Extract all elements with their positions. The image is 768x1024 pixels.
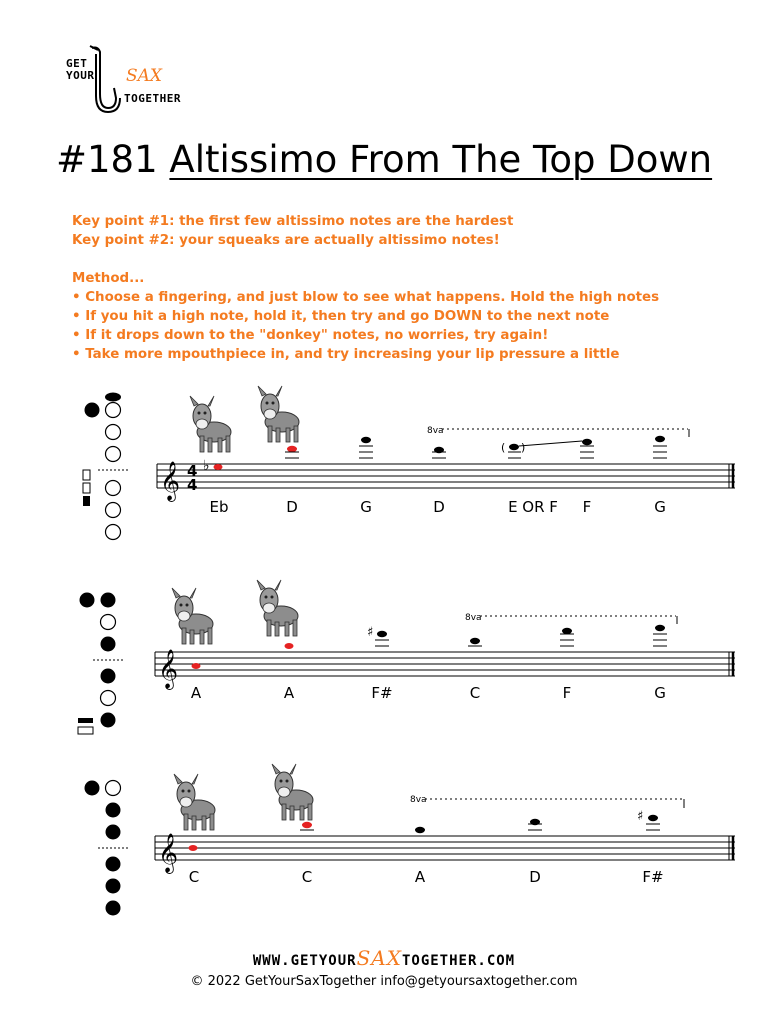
note <box>377 631 387 637</box>
treble-clef-icon: 𝄞 <box>158 649 179 689</box>
flat-icon: ♭ <box>203 458 210 474</box>
donkey-icon <box>172 588 213 644</box>
svg-text:F#: F# <box>371 684 393 702</box>
note <box>470 638 480 644</box>
svg-text:A: A <box>190 684 202 702</box>
note <box>192 663 201 669</box>
note <box>648 815 658 821</box>
svg-text:C: C <box>188 868 200 886</box>
treble-clef-icon: 𝄞 <box>158 833 179 873</box>
donkey-icon <box>174 774 215 830</box>
fingering-chart <box>83 393 128 540</box>
staff <box>157 464 735 488</box>
note <box>189 845 198 851</box>
note <box>582 439 592 445</box>
svg-text:A: A <box>414 868 426 886</box>
method-item: • If you hit a high note, hold it, then try and go DOWN to the next note <box>72 309 610 324</box>
svg-text:G: G <box>654 498 666 516</box>
note <box>302 822 312 828</box>
svg-text:F: F <box>582 498 592 516</box>
svg-text:(: ( <box>501 441 506 454</box>
lesson-number: #181 <box>56 138 158 181</box>
note <box>361 437 371 443</box>
fingering-chart <box>85 781 129 916</box>
staff <box>155 652 735 676</box>
donkey-icon <box>258 386 299 442</box>
svg-text:): ) <box>521 441 526 454</box>
method-item: • Choose a fingering, and just blow to see what happens. Hold the high notes <box>72 290 660 305</box>
svg-text:F#: F# <box>642 868 664 886</box>
octave-mark: 8va <box>465 613 482 623</box>
svg-text:G: G <box>360 498 372 516</box>
key-point: Key point #1: the first few altissimo notes are the hardest <box>72 214 514 229</box>
logo-text: GET YOUR <box>66 57 95 82</box>
sharp-icon: ♯ <box>637 809 644 824</box>
note-labels <box>191 684 666 702</box>
note <box>285 643 294 649</box>
svg-text:G: G <box>654 684 666 702</box>
donkey-icon <box>257 580 298 636</box>
fingering-chart <box>78 593 123 735</box>
svg-text:Eb: Eb <box>209 498 229 516</box>
note <box>562 628 572 634</box>
svg-text:D: D <box>286 498 298 516</box>
note <box>415 827 425 833</box>
svg-text:E OR F: E OR F <box>508 498 558 516</box>
time-signature-bottom: 4 <box>187 476 198 494</box>
note-labels <box>189 868 664 886</box>
method-heading: Method... <box>72 271 145 286</box>
note <box>214 464 223 470</box>
note <box>655 436 665 442</box>
website-url: WWW.GETYOURSAXTOGETHER.COM <box>252 946 516 970</box>
logo-together-text: TOGETHER <box>124 92 181 105</box>
donkey-icon <box>272 764 313 820</box>
svg-text:D: D <box>529 868 541 886</box>
svg-text:D: D <box>433 498 445 516</box>
staff <box>155 836 735 860</box>
treble-clef-icon: 𝄞 <box>160 461 181 501</box>
octave-mark: 8va <box>410 795 427 805</box>
svg-text:C: C <box>301 868 313 886</box>
note <box>287 446 297 452</box>
donkey-icon <box>190 396 231 452</box>
copyright-text: © 2022 GetYourSaxTogether info@getyoursaxtogether.com <box>190 974 578 989</box>
svg-text:C: C <box>469 684 481 702</box>
note <box>655 625 665 631</box>
sharp-icon: ♯ <box>367 625 374 640</box>
note-labels <box>210 498 666 516</box>
svg-text:A: A <box>283 684 295 702</box>
method-item: • Take more mpouthpiece in, and try increasing your lip pressure a little <box>72 347 620 362</box>
svg-text:F: F <box>562 684 572 702</box>
key-point: Key point #2: your squeaks are actually altissimo notes! <box>72 233 500 248</box>
logo-sax-text: SAX <box>126 66 163 86</box>
octave-mark: 8va <box>427 426 444 436</box>
time-signature-top: 4 <box>187 462 198 480</box>
lesson-title: Altissimo From The Top Down <box>169 138 713 181</box>
method-item: • If it drops down to the "donkey" notes, no worries, try again! <box>72 328 549 343</box>
note <box>509 444 519 450</box>
